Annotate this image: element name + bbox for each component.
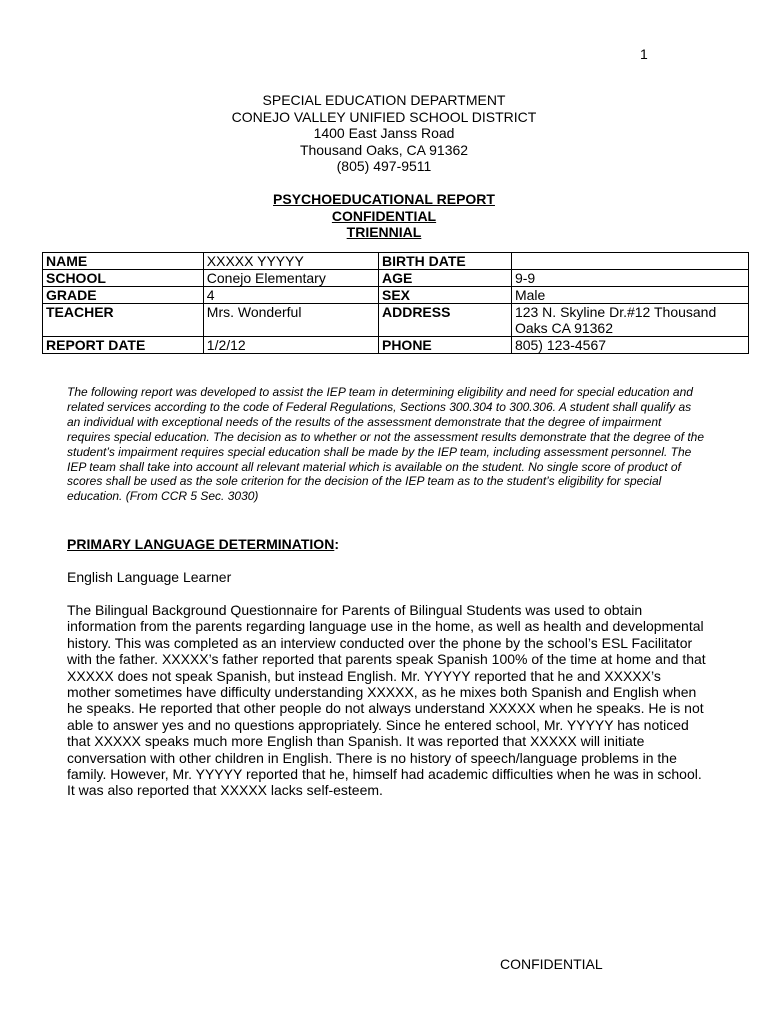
confidential-label: CONFIDENTIAL <box>331 207 437 224</box>
language-status: English Language Learner <box>67 569 232 585</box>
school-value: Conejo Elementary <box>203 270 378 287</box>
language-paragraph: The Bilingual Background Questionnaire for Parents of Bilingual Students was used to obtain information from the parents regarding language use in the home, as well as health and developmental history. This was completed as an interview conducted over the phone by the school’s ESL Facilitator with the father. XXXXX’s father reported that parents speak Spanish 100% of the time at home and that XXXXX does not speak Spanish, but instead English. Mr. YYYYY reported that he and XXXXX’s mother sometimes have difficulty understanding XXXXX, as he mixes both Spanish and English when he speaks. He reported that other people do not always understand XXXXX when he speaks. He is not able to answer yes and no questions appropriately. Since he entered school, Mr. YYYYY has noticed that XXXXX speaks much more English than Spanish. It was reported that XXXXX will initiate conversation with other children in English. There is no history of speech/language problems in the family. However, Mr. YYYYY reported that he, himself had academic difficulties when he was in school. It was also reported that XXXXX lacks self-esteem. <box>67 602 706 799</box>
department-name: SPECIAL EDUCATION DEPARTMENT <box>262 92 506 108</box>
district-name: CONEJO VALLEY UNIFIED SCHOOL DISTRICT <box>231 108 537 125</box>
age-value: 9-9 <box>511 270 748 287</box>
sex-value: Male <box>511 287 748 304</box>
birth-date-value <box>511 253 748 270</box>
teacher-label: TEACHER <box>43 304 204 337</box>
student-info-table <box>42 252 749 354</box>
street-address: 1400 East Janss Road <box>313 125 455 142</box>
address-value: 123 N. Skyline Dr.#12 Thousand Oaks CA 91362 <box>511 304 748 337</box>
letterhead <box>0 92 768 175</box>
teacher-value: Mrs. Wonderful <box>203 304 378 337</box>
age-label: AGE <box>378 270 511 287</box>
phone-value: 805) 123-4567 <box>511 337 748 354</box>
table-row <box>43 337 749 354</box>
table-row <box>43 287 749 304</box>
grade-label: GRADE <box>43 287 204 304</box>
name-value: XXXXX YYYYY <box>203 253 378 270</box>
report-date-label: REPORT DATE <box>43 337 204 354</box>
table-row <box>43 253 749 270</box>
triennial-label: TRIENNIAL <box>346 224 422 240</box>
birth-date-label: BIRTH DATE <box>378 253 511 270</box>
phone-number: (805) 497-9511 <box>336 158 432 175</box>
report-title-line: PSYCHOEDUCATIONAL REPORT <box>273 191 495 207</box>
page-number: 1 <box>640 46 648 62</box>
section-heading <box>67 536 339 552</box>
school-label: SCHOOL <box>43 270 204 287</box>
address-label: ADDRESS <box>378 304 511 337</box>
section-heading-colon: : <box>334 536 339 552</box>
footer-confidential: CONFIDENTIAL <box>500 956 603 972</box>
table-row <box>43 304 749 337</box>
report-date-value: 1/2/12 <box>203 337 378 354</box>
intro-paragraph: The following report was developed to assist the IEP team in determining eligibility and need for special education and related services according to the code of Federal Regulations, Sections 300.304 to 300.306. A student shall qualify as an individual with exceptional needs of the results of the assessment demonstrate that the degree of impairment requires special education. The decision as to whether or not the assessment results demonstrate that the degree of the student’s impairment requires special education shall be made by the IEP team, including assessment personnel. The IEP team shall take into account all relevant material which is available on the student. No single score of product of scores shall be used as the sole criterion for the decision of the IEP team as to the student’s eligibility for special education. (From CCR 5 Sec. 3030) <box>67 385 705 504</box>
name-label: NAME <box>43 253 204 270</box>
sex-label: SEX <box>378 287 511 304</box>
grade-value: 4 <box>203 287 378 304</box>
table-row <box>43 270 749 287</box>
section-heading-text: PRIMARY LANGUAGE DETERMINATION <box>67 536 335 552</box>
city-state-zip: Thousand Oaks, CA 91362 <box>299 141 469 158</box>
report-title <box>0 191 768 241</box>
phone-label: PHONE <box>378 337 511 354</box>
